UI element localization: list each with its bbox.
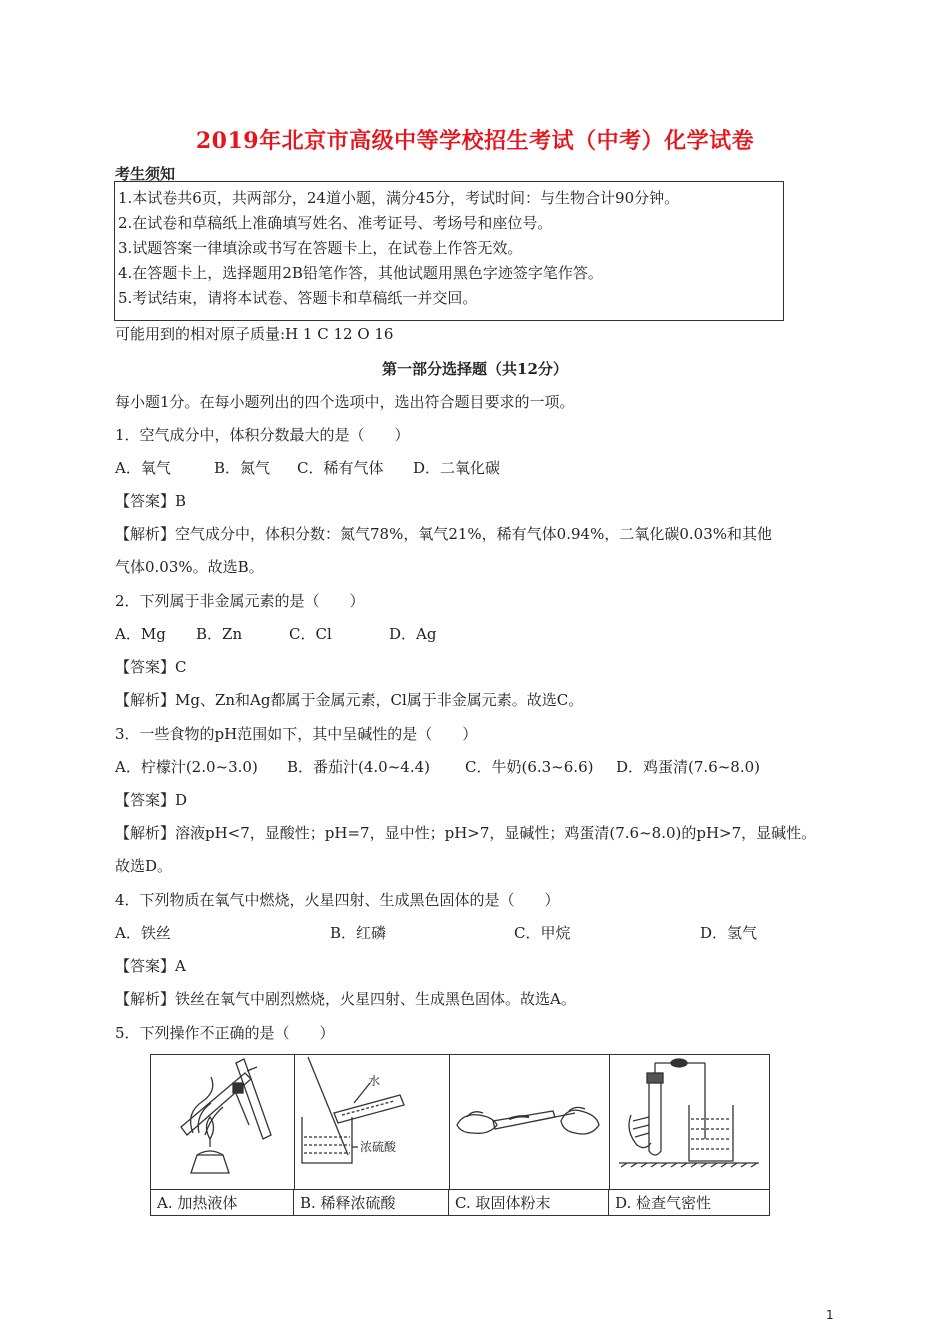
option-b: B．红磷 xyxy=(330,924,387,942)
caption-b: B. 稀释浓硫酸 xyxy=(294,1189,449,1215)
caption-d: D. 检查气密性 xyxy=(609,1189,769,1215)
water-label: 水 xyxy=(368,1074,381,1088)
option-a: A．铁丝 xyxy=(115,924,171,942)
analysis-line: 【解析】空气成分中，体积分数：氮气78%，氧气21%，稀有气体0.94%，二氧化碳0.03%和其他 xyxy=(115,525,772,543)
notice-item: 4.在答题卡上，选择题用2B铅笔作答，其他试题用黑色字迹签字笔作答。 xyxy=(118,264,603,282)
notice-item: 5.考试结束，请将本试卷、答题卡和草稿纸一并交回。 xyxy=(118,289,478,307)
caption-a: A. 加热液体 xyxy=(151,1189,294,1215)
answer-line: 【答案】B xyxy=(115,492,187,510)
analysis-line: 【解析】溶液pH<7，显酸性；pH=7，显中性；pH>7，显碱性；鸡蛋清(7.6~8.0)的pH>7，显碱性。 xyxy=(115,824,817,842)
option-b: B．氮气 xyxy=(214,459,271,477)
section-title: 第一部分选择题（共12分） xyxy=(382,360,568,378)
notice-item: 3.试题答案一律填涂或书写在答题卡上，在试卷上作答无效。 xyxy=(118,239,523,257)
question-stem: 5．下列操作不正确的是（ ） xyxy=(115,1024,335,1042)
notice-item: 2.在试卷和草稿纸上准确填写姓名、准考证号、考场号和座位号。 xyxy=(118,214,553,232)
powder-illustration xyxy=(449,1055,609,1189)
airtight-illustration xyxy=(609,1055,769,1189)
notice-heading: 考生须知 xyxy=(115,165,176,183)
figure-d xyxy=(609,1055,769,1189)
acid-label: 浓硫酸 xyxy=(360,1140,397,1154)
answer-line: 【答案】C xyxy=(115,658,187,676)
option-a: A．柠檬汁(2.0~3.0) xyxy=(115,758,258,776)
option-c: C．牛奶(6.3~6.6) xyxy=(465,758,594,776)
dilution-illustration xyxy=(294,1055,449,1189)
page-number: 1 xyxy=(826,1308,834,1322)
option-d: D．氢气 xyxy=(700,924,758,942)
answer-line: 【答案】D xyxy=(115,791,188,809)
question-stem: 1．空气成分中，体积分数最大的是（ ） xyxy=(115,426,410,444)
answer-line: 【答案】A xyxy=(115,957,186,975)
option-d: D．二氧化碳 xyxy=(413,459,501,477)
question-stem: 3．一些食物的pH范围如下，其中呈碱性的是（ ） xyxy=(115,725,478,743)
caption-c: C. 取固体粉末 xyxy=(449,1189,609,1215)
option-c: C．甲烷 xyxy=(514,924,571,942)
heating-liquid-illustration xyxy=(151,1055,294,1189)
section-intro: 每小题1分。在每小题列出的四个选项中，选出符合题目要求的一项。 xyxy=(115,393,575,411)
notice-box xyxy=(114,181,784,321)
option-c: C．Cl xyxy=(289,625,332,643)
figure-b xyxy=(294,1055,450,1189)
figure-c xyxy=(449,1055,610,1189)
option-a: A．Mg xyxy=(115,625,166,643)
option-d: D．鸡蛋清(7.6~8.0) xyxy=(616,758,761,776)
question-stem: 2．下列属于非金属元素的是（ ） xyxy=(115,592,365,610)
option-b: B．Zn xyxy=(196,625,243,643)
analysis-line: 【解析】Mg、Zn和Ag都属于金属元素，Cl属于非金属元素。故选C。 xyxy=(115,691,584,709)
question-stem: 4．下列物质在氧气中燃烧，火星四射、生成黑色固体的是（ ） xyxy=(115,891,560,909)
notice-item: 1.本试卷共6页，共两部分，24道小题，满分45分，考试时间：与生物合计90分钟。 xyxy=(118,189,680,207)
analysis-line: 气体0.03%。故选B。 xyxy=(115,558,264,576)
option-a: A．氧气 xyxy=(115,459,171,477)
option-d: D．Ag xyxy=(389,625,437,643)
atomic-mass-line: 可能用到的相对原子质量:H 1 C 12 O 16 xyxy=(115,325,394,343)
option-c: C．稀有气体 xyxy=(297,459,384,477)
option-b: B．番茄汁(4.0~4.4) xyxy=(287,758,431,776)
figure-a xyxy=(151,1055,295,1189)
analysis-line: 故选D。 xyxy=(115,857,173,875)
analysis-line: 【解析】铁丝在氧气中剧烈燃烧，火星四射、生成黑色固体。故选A。 xyxy=(115,990,576,1008)
exam-title: 2019年北京市高级中等学校招生考试（中考）化学试卷 xyxy=(195,128,755,154)
figure-table xyxy=(150,1054,770,1216)
